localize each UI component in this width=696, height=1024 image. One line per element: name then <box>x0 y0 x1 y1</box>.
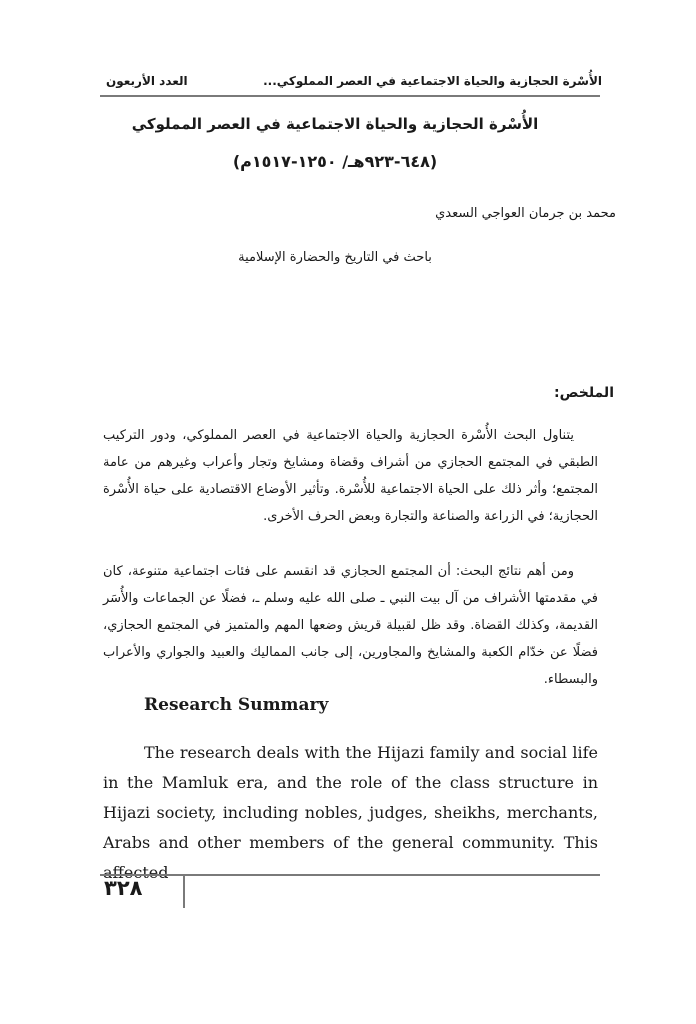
arabic-summary-paragraph-1: يتناول البحث الأُسْرة الحجازية والحياة الاجتماعية في العصر المملوكي، ودور التركيب الطبقي في المجتمع الحجازي من أشراف وقضاة ومشايخ وتجار وأعراب وغيرهم من عامة المجتمع؛ وأثر ذلك على الحياة الاجتماعية للأُسْرة. وتأثير الأوضاع الاقتصادية على حياة الأُسْرة الحجازية؛ في الزراعة والصناعة والتجارة وبعض الحرف الأخرى. <box>103 428 598 524</box>
page-number: ٣٢٨ <box>104 876 143 900</box>
running-title: الأُسْرة الحجازية والحياة الاجتماعية في العصر المملوكي... <box>263 74 602 88</box>
arabic-summary-paragraph-2: ومن أهم نتائج البحث: أن المجتمع الحجازي قد انقسم على فئات اجتماعية متنوعة، كان في مقدمتها الأشراف من آل بيت النبي ـ صلى الله عليه وسلم ـ، فضلًا عن الجماعات والأُسَر القديمة، وكذلك القضاة. وقد ظل لقبيلة قريش وضعها المهم والمتميز في المجتمع الحجازي، فضلًا عن خدّام الكعبة والمشايخ والمجاورين، إلى جانب المماليك والعبيد والجواري والأعراب والبسطاء. <box>103 564 598 687</box>
article-dates: (٦٤٨-٩٢٣هـ/ ١٢٥٠-١٥١٧م) <box>232 152 438 171</box>
english-summary-paragraph: The research deals with the Hijazi family and social life in the Mamluk era, and the role of the class structure in Hijazi society, including nobles, judges, sheikhs, merchants, Arabs and other members of the general community. This affected <box>103 743 598 882</box>
footer-divider <box>183 874 185 908</box>
article-title: الأُسْرة الحجازية والحياة الاجتماعية في العصر المملوكي <box>131 115 539 133</box>
arabic-summary-heading: الملخص: <box>554 385 614 401</box>
english-summary-heading: Research Summary <box>144 695 329 715</box>
author-name: محمد بن جرمان العواجي السعدي <box>435 206 616 221</box>
issue-label: العدد الأربعون <box>106 74 188 88</box>
header-rule <box>100 95 600 97</box>
footer-rule <box>100 874 600 876</box>
author-affiliation: باحث في التاريخ والحضارة الإسلامية <box>238 250 432 265</box>
